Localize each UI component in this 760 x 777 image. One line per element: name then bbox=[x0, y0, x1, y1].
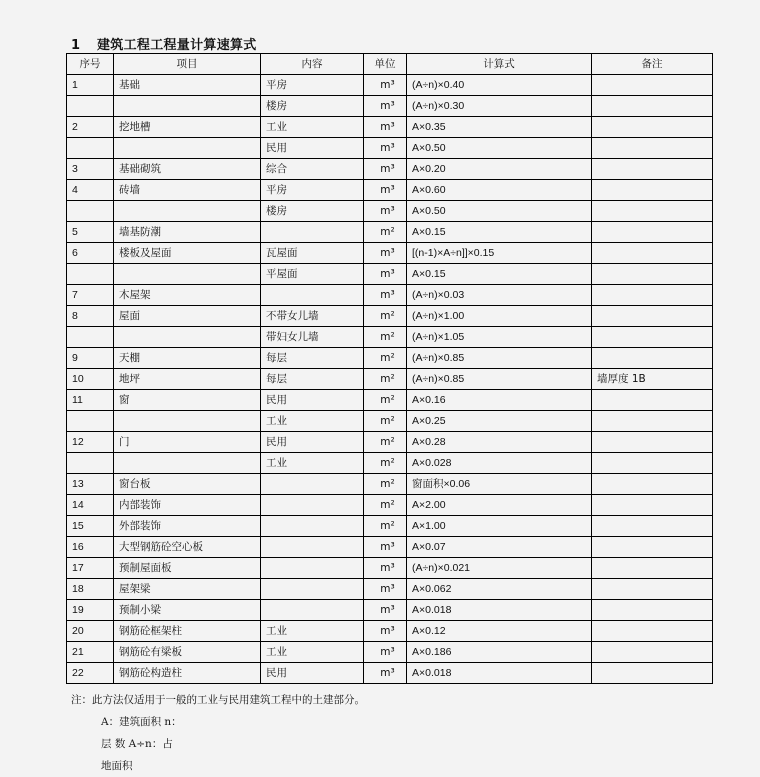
cell-remark bbox=[592, 579, 713, 600]
cell-item: 外部装饰 bbox=[114, 516, 261, 537]
cell-remark bbox=[592, 663, 713, 684]
cell-content: 工业 bbox=[261, 621, 364, 642]
table-row bbox=[67, 390, 713, 411]
table-row bbox=[67, 264, 713, 285]
cell-remark bbox=[592, 201, 713, 222]
cell-remark bbox=[592, 558, 713, 579]
table-row bbox=[67, 117, 713, 138]
cell-remark bbox=[592, 537, 713, 558]
cell-item: 地坪 bbox=[114, 369, 261, 390]
header-content: 内容 bbox=[261, 54, 364, 75]
cell-remark bbox=[592, 243, 713, 264]
cell-remark bbox=[592, 138, 713, 159]
cell-formula: A×0.25 bbox=[407, 411, 592, 432]
table-row bbox=[67, 306, 713, 327]
cell-item: 预制小梁 bbox=[114, 600, 261, 621]
cell-content: 工业 bbox=[261, 411, 364, 432]
cell-formula: A×0.018 bbox=[407, 663, 592, 684]
cell-unit: m² bbox=[364, 348, 407, 369]
cell-content: 平屋面 bbox=[261, 264, 364, 285]
cell-unit: m² bbox=[364, 306, 407, 327]
cell-content bbox=[261, 600, 364, 621]
cell-no bbox=[67, 96, 114, 117]
note-line: 层 数 A÷n：占 bbox=[101, 738, 173, 750]
cell-item: 钢筋砼有梁板 bbox=[114, 642, 261, 663]
cell-no: 17 bbox=[67, 558, 114, 579]
cell-formula: (A÷n)×0.30 bbox=[407, 96, 592, 117]
note-line: A：建筑面积 n： bbox=[101, 716, 182, 728]
cell-unit: m³ bbox=[364, 117, 407, 138]
cell-formula: A×0.50 bbox=[407, 138, 592, 159]
cell-item: 大型钢筋砼空心板 bbox=[114, 537, 261, 558]
header-unit: 单位 bbox=[364, 54, 407, 75]
cell-no: 13 bbox=[67, 474, 114, 495]
cell-remark bbox=[592, 390, 713, 411]
cell-item: 窗台板 bbox=[114, 474, 261, 495]
table-row bbox=[67, 96, 713, 117]
cell-no: 14 bbox=[67, 495, 114, 516]
table-row bbox=[67, 369, 713, 390]
cell-content bbox=[261, 222, 364, 243]
cell-formula: (A÷n)×0.03 bbox=[407, 285, 592, 306]
cell-unit: m² bbox=[364, 453, 407, 474]
cell-content: 工业 bbox=[261, 453, 364, 474]
cell-formula: (A÷n)×0.40 bbox=[407, 75, 592, 96]
table-row bbox=[67, 600, 713, 621]
cell-content: 楼房 bbox=[261, 201, 364, 222]
cell-no: 6 bbox=[67, 243, 114, 264]
table-row bbox=[67, 663, 713, 684]
table-header-row bbox=[67, 54, 713, 75]
cell-unit: m³ bbox=[364, 243, 407, 264]
cell-remark bbox=[592, 117, 713, 138]
cell-no: 22 bbox=[67, 663, 114, 684]
cell-content: 不带女儿墙 bbox=[261, 306, 364, 327]
cell-no: 15 bbox=[67, 516, 114, 537]
table-row bbox=[67, 537, 713, 558]
cell-item: 门 bbox=[114, 432, 261, 453]
cell-unit: m³ bbox=[364, 537, 407, 558]
table-row bbox=[67, 474, 713, 495]
cell-remark bbox=[592, 327, 713, 348]
cell-item bbox=[114, 201, 261, 222]
cell-unit: m² bbox=[364, 516, 407, 537]
cell-remark bbox=[592, 621, 713, 642]
cell-item: 楼板及屋面 bbox=[114, 243, 261, 264]
cell-unit: m³ bbox=[364, 642, 407, 663]
table-row bbox=[67, 411, 713, 432]
cell-no: 11 bbox=[67, 390, 114, 411]
cell-no: 20 bbox=[67, 621, 114, 642]
cell-unit: m³ bbox=[364, 621, 407, 642]
cell-formula: A×0.16 bbox=[407, 390, 592, 411]
table-row bbox=[67, 159, 713, 180]
cell-no: 12 bbox=[67, 432, 114, 453]
cell-item: 屋面 bbox=[114, 306, 261, 327]
cell-formula: (A÷n)×0.85 bbox=[407, 348, 592, 369]
table-row bbox=[67, 495, 713, 516]
cell-content: 瓦屋面 bbox=[261, 243, 364, 264]
table-row bbox=[67, 642, 713, 663]
cell-item bbox=[114, 264, 261, 285]
cell-content: 民用 bbox=[261, 390, 364, 411]
cell-no bbox=[67, 453, 114, 474]
cell-unit: m³ bbox=[364, 663, 407, 684]
cell-formula: (A÷n)×0.021 bbox=[407, 558, 592, 579]
table-row bbox=[67, 453, 713, 474]
table-row bbox=[67, 432, 713, 453]
cell-formula: A×0.018 bbox=[407, 600, 592, 621]
cell-item bbox=[114, 96, 261, 117]
cell-no: 9 bbox=[67, 348, 114, 369]
cell-item: 屋架梁 bbox=[114, 579, 261, 600]
cell-content bbox=[261, 579, 364, 600]
cell-content bbox=[261, 495, 364, 516]
table-row bbox=[67, 327, 713, 348]
cell-unit: m³ bbox=[364, 558, 407, 579]
cell-no: 4 bbox=[67, 180, 114, 201]
cell-formula: A×1.00 bbox=[407, 516, 592, 537]
cell-content: 楼房 bbox=[261, 96, 364, 117]
cell-unit: m³ bbox=[364, 96, 407, 117]
cell-no: 10 bbox=[67, 369, 114, 390]
table-row bbox=[67, 621, 713, 642]
cell-formula: A×0.35 bbox=[407, 117, 592, 138]
cell-item: 钢筋砼框架柱 bbox=[114, 621, 261, 642]
cell-content bbox=[261, 474, 364, 495]
cell-item bbox=[114, 138, 261, 159]
cell-content: 带妇女儿墙 bbox=[261, 327, 364, 348]
cell-unit: m² bbox=[364, 390, 407, 411]
cell-formula: A×0.15 bbox=[407, 264, 592, 285]
section-title: 建筑工程工程量计算速算式 bbox=[97, 38, 257, 53]
cell-formula: A×0.50 bbox=[407, 201, 592, 222]
cell-formula: [(n-1)×A÷n]]×0.15 bbox=[407, 243, 592, 264]
cell-content: 平房 bbox=[261, 75, 364, 96]
cell-item bbox=[114, 453, 261, 474]
cell-content: 工业 bbox=[261, 642, 364, 663]
cell-item: 预制屋面板 bbox=[114, 558, 261, 579]
cell-formula: A×0.07 bbox=[407, 537, 592, 558]
cell-content: 工业 bbox=[261, 117, 364, 138]
cell-content bbox=[261, 285, 364, 306]
cell-no: 7 bbox=[67, 285, 114, 306]
cell-item bbox=[114, 411, 261, 432]
header-remark: 备注 bbox=[592, 54, 713, 75]
cell-no: 2 bbox=[67, 117, 114, 138]
cell-no: 16 bbox=[67, 537, 114, 558]
cell-item: 天棚 bbox=[114, 348, 261, 369]
header-item: 项目 bbox=[114, 54, 261, 75]
cell-content: 平房 bbox=[261, 180, 364, 201]
cell-remark: 墙厚度 1B bbox=[592, 369, 713, 390]
section-number: 1 bbox=[71, 38, 81, 53]
cell-formula: 窗面积×0.06 bbox=[407, 474, 592, 495]
note-line: 注：此方法仅适用于一般的工业与民用建筑工程中的土建部分。 bbox=[71, 694, 365, 706]
table-row bbox=[67, 243, 713, 264]
cell-unit: m² bbox=[364, 495, 407, 516]
table-row bbox=[67, 138, 713, 159]
cell-formula: A×0.20 bbox=[407, 159, 592, 180]
table-row bbox=[67, 180, 713, 201]
cell-content: 每层 bbox=[261, 348, 364, 369]
cell-no bbox=[67, 138, 114, 159]
table-row bbox=[67, 201, 713, 222]
cell-remark bbox=[592, 180, 713, 201]
cell-formula: A×0.15 bbox=[407, 222, 592, 243]
cell-no: 3 bbox=[67, 159, 114, 180]
cell-no: 18 bbox=[67, 579, 114, 600]
cell-no bbox=[67, 327, 114, 348]
cell-remark bbox=[592, 75, 713, 96]
header-no: 序号 bbox=[67, 54, 114, 75]
cell-unit: m³ bbox=[364, 285, 407, 306]
cell-remark bbox=[592, 432, 713, 453]
cell-remark bbox=[592, 222, 713, 243]
notes bbox=[71, 689, 365, 777]
cell-formula: A×0.186 bbox=[407, 642, 592, 663]
cell-formula: (A÷n)×0.85 bbox=[407, 369, 592, 390]
cell-remark bbox=[592, 600, 713, 621]
cell-remark bbox=[592, 411, 713, 432]
header-formula: 计算式 bbox=[407, 54, 592, 75]
cell-content bbox=[261, 516, 364, 537]
cell-formula: (A÷n)×1.05 bbox=[407, 327, 592, 348]
cell-item: 基础砌筑 bbox=[114, 159, 261, 180]
cell-remark bbox=[592, 642, 713, 663]
cell-unit: m² bbox=[364, 222, 407, 243]
cell-unit: m² bbox=[364, 474, 407, 495]
cell-item: 内部装饰 bbox=[114, 495, 261, 516]
cell-formula: A×0.60 bbox=[407, 180, 592, 201]
cell-unit: m³ bbox=[364, 159, 407, 180]
cell-no: 19 bbox=[67, 600, 114, 621]
cell-no bbox=[67, 201, 114, 222]
cell-content bbox=[261, 558, 364, 579]
cell-unit: m² bbox=[364, 327, 407, 348]
cell-remark bbox=[592, 264, 713, 285]
cell-unit: m³ bbox=[364, 75, 407, 96]
cell-remark bbox=[592, 348, 713, 369]
cell-content: 每层 bbox=[261, 369, 364, 390]
cell-content bbox=[261, 537, 364, 558]
cell-item: 挖地槽 bbox=[114, 117, 261, 138]
cell-remark bbox=[592, 453, 713, 474]
cell-no: 1 bbox=[67, 75, 114, 96]
cell-item bbox=[114, 327, 261, 348]
cell-formula: A×0.062 bbox=[407, 579, 592, 600]
cell-remark bbox=[592, 159, 713, 180]
cell-item: 木屋架 bbox=[114, 285, 261, 306]
cell-item: 基础 bbox=[114, 75, 261, 96]
cell-unit: m³ bbox=[364, 264, 407, 285]
cell-item: 窗 bbox=[114, 390, 261, 411]
cell-no: 5 bbox=[67, 222, 114, 243]
cell-content: 民用 bbox=[261, 138, 364, 159]
cell-unit: m² bbox=[364, 432, 407, 453]
cell-item: 墙基防潮 bbox=[114, 222, 261, 243]
cell-item: 砖墙 bbox=[114, 180, 261, 201]
cell-remark bbox=[592, 474, 713, 495]
cell-unit: m² bbox=[364, 369, 407, 390]
cell-formula: (A÷n)×1.00 bbox=[407, 306, 592, 327]
cell-remark bbox=[592, 306, 713, 327]
cell-formula: A×0.12 bbox=[407, 621, 592, 642]
table-row bbox=[67, 75, 713, 96]
note-line: 地面积 bbox=[101, 760, 133, 772]
cell-formula: A×2.00 bbox=[407, 495, 592, 516]
cell-unit: m² bbox=[364, 411, 407, 432]
cell-no: 8 bbox=[67, 306, 114, 327]
cell-item: 钢筋砼构造柱 bbox=[114, 663, 261, 684]
table-row bbox=[67, 516, 713, 537]
cell-unit: m³ bbox=[364, 201, 407, 222]
table-row bbox=[67, 285, 713, 306]
cell-unit: m³ bbox=[364, 138, 407, 159]
table-row bbox=[67, 222, 713, 243]
table-body bbox=[67, 75, 713, 684]
cell-no bbox=[67, 411, 114, 432]
page-title bbox=[71, 34, 257, 53]
cell-remark bbox=[592, 516, 713, 537]
cell-content: 民用 bbox=[261, 663, 364, 684]
table-row bbox=[67, 579, 713, 600]
table-row bbox=[67, 348, 713, 369]
cell-no bbox=[67, 264, 114, 285]
cell-no: 21 bbox=[67, 642, 114, 663]
cell-unit: m³ bbox=[364, 600, 407, 621]
cell-content: 民用 bbox=[261, 432, 364, 453]
table-row bbox=[67, 558, 713, 579]
cell-remark bbox=[592, 495, 713, 516]
cell-unit: m³ bbox=[364, 180, 407, 201]
cell-formula: A×0.28 bbox=[407, 432, 592, 453]
cell-remark bbox=[592, 96, 713, 117]
cell-unit: m³ bbox=[364, 579, 407, 600]
cell-content: 综合 bbox=[261, 159, 364, 180]
cell-formula: A×0.028 bbox=[407, 453, 592, 474]
calculation-table bbox=[66, 53, 713, 684]
cell-remark bbox=[592, 285, 713, 306]
